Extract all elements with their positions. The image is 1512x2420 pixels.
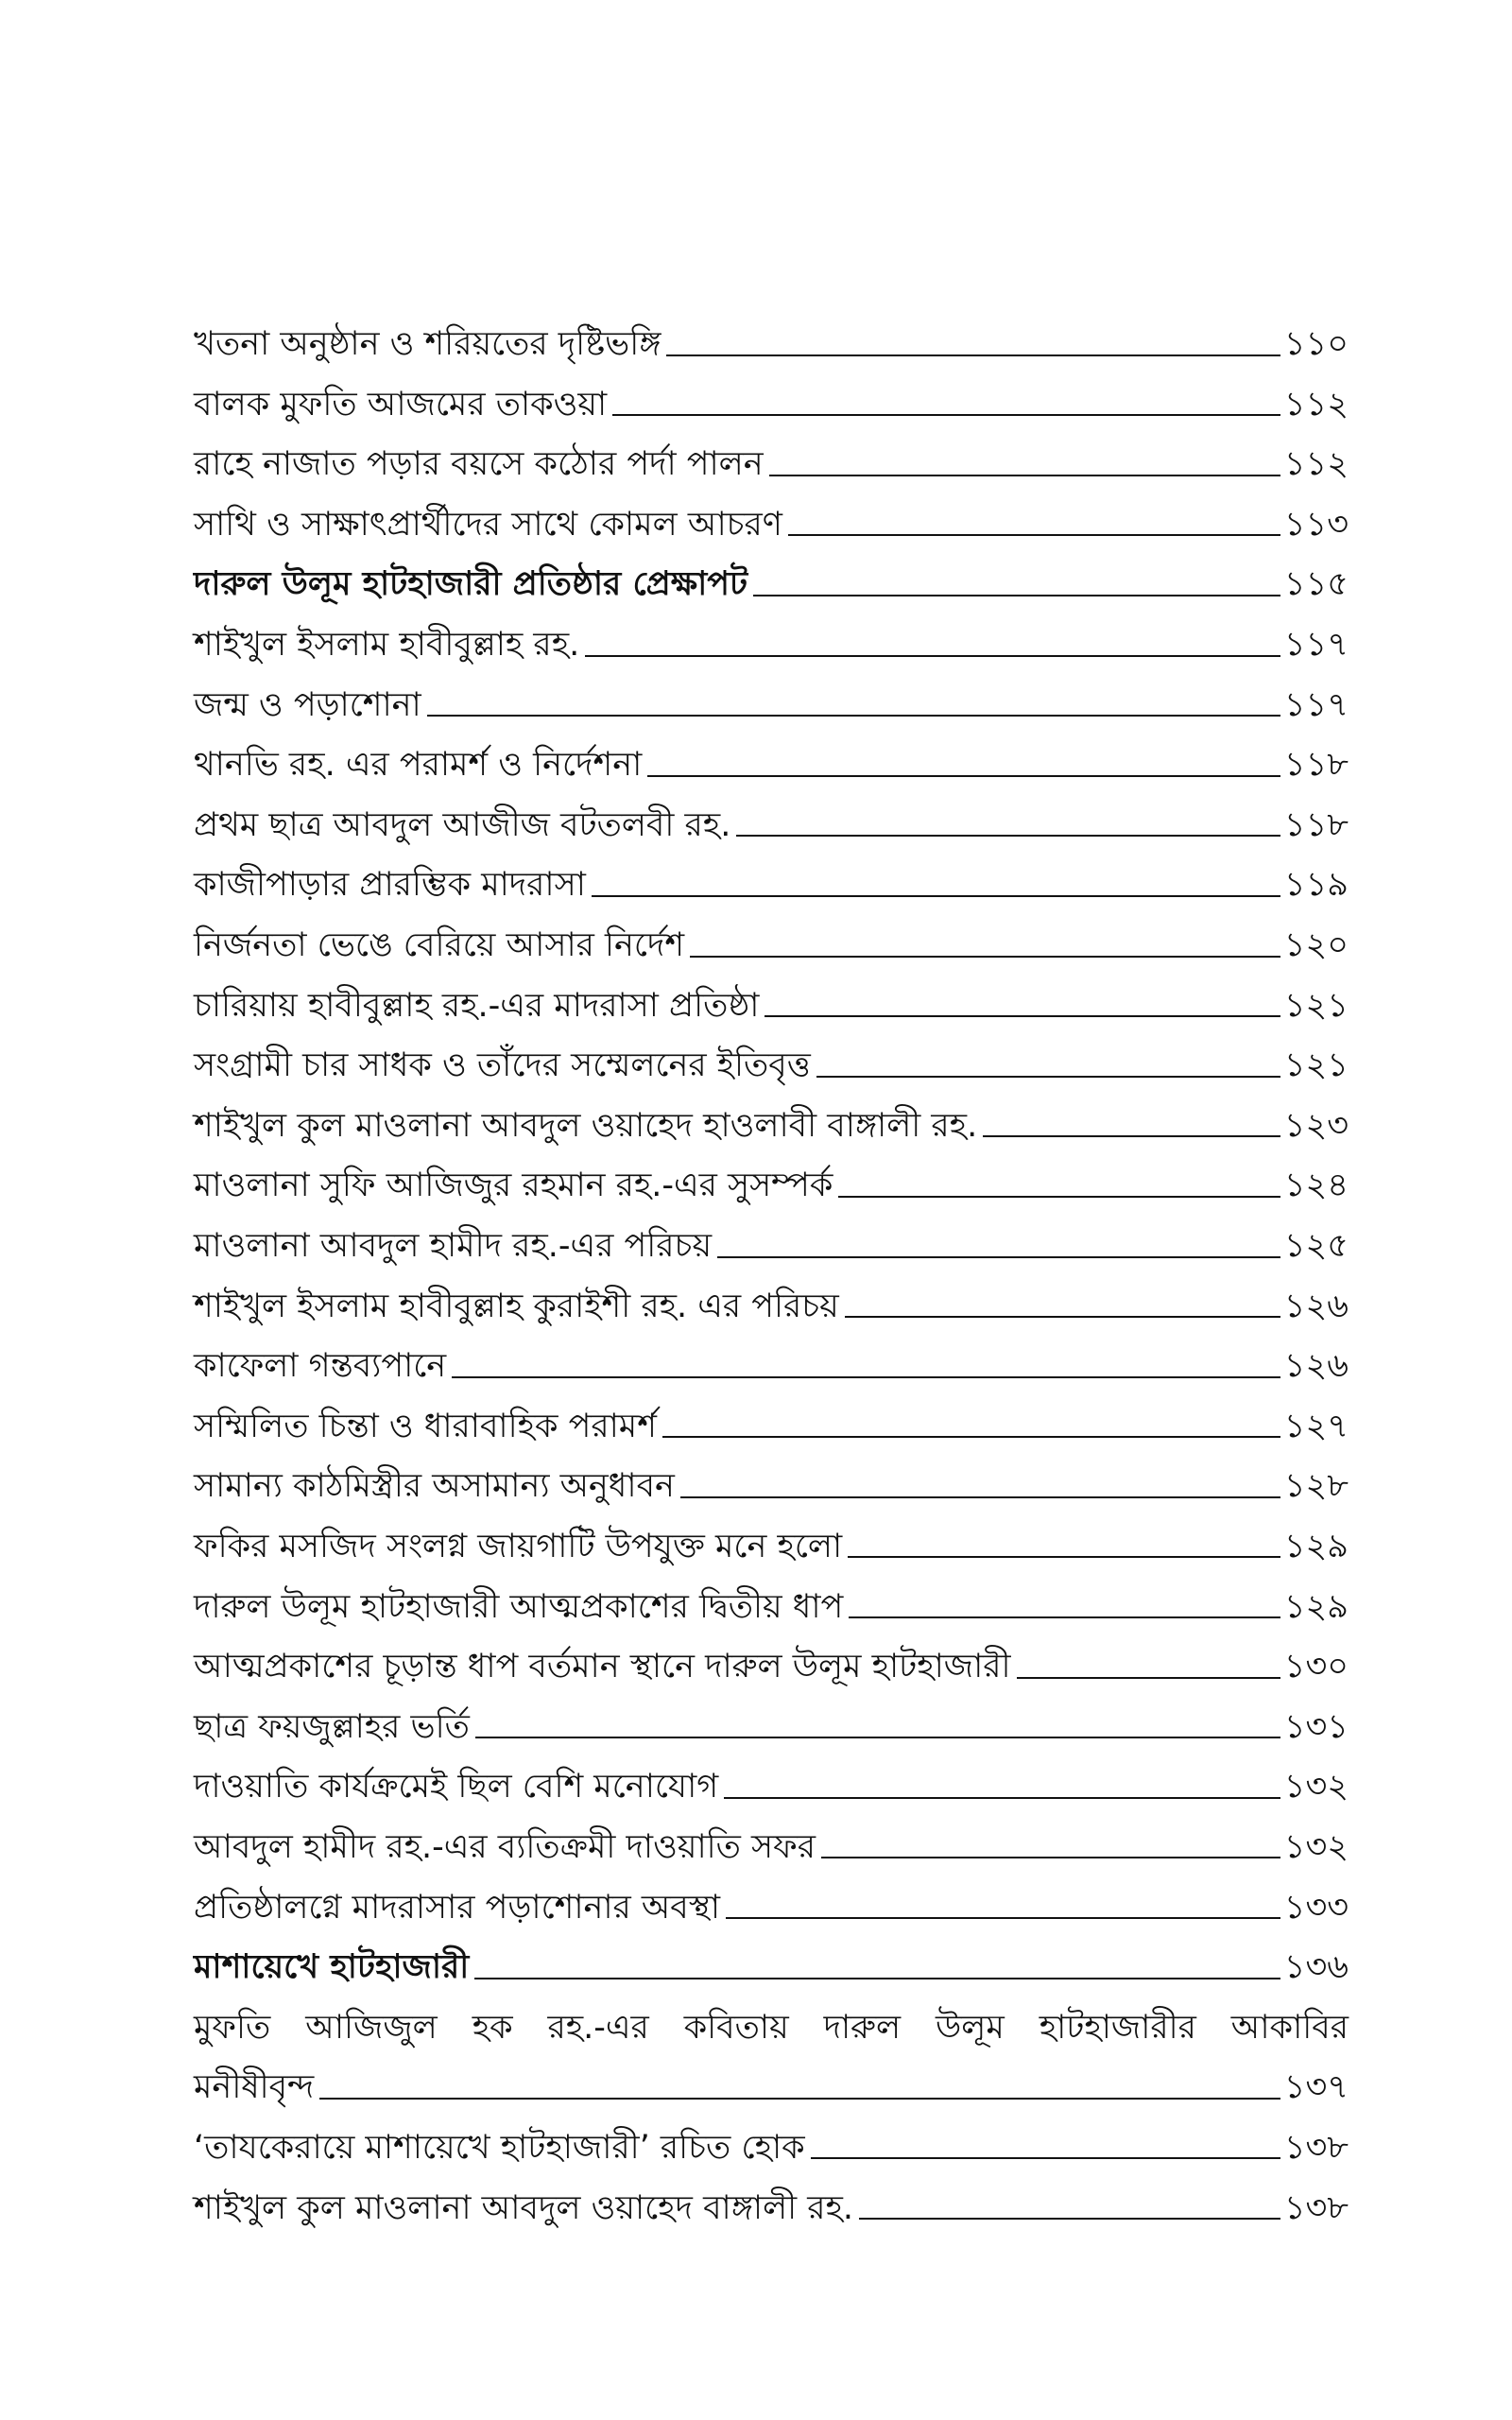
toc-leader-line xyxy=(452,1376,1280,1378)
toc-entry-title: ছাত্র ফয়জুল্লাহর ভর্তি xyxy=(194,1707,470,1746)
toc-page-number: ১১২ xyxy=(1283,445,1349,484)
toc-leader-line xyxy=(838,1196,1280,1198)
toc-leader-line xyxy=(717,1256,1280,1258)
toc-leader-line xyxy=(736,835,1280,837)
toc-leader-line xyxy=(690,956,1280,958)
toc-entry[interactable] xyxy=(194,483,1349,544)
toc-entry-title: সম্মিলিত চিন্তা ও ধারাবাহিক পরামর্শ xyxy=(194,1407,657,1445)
toc-entry[interactable] xyxy=(194,964,1349,1025)
toc-entry[interactable] xyxy=(194,1926,1349,1986)
toc-entry-title: চারিয়ায় হাবীবুল্লাহ রহ.-এর মাদরাসা প্রতিষ্ঠা xyxy=(194,986,760,1025)
toc-entry[interactable] xyxy=(194,843,1349,904)
toc-leader-line xyxy=(1017,1677,1280,1679)
toc-page-number: ১২৮ xyxy=(1283,1467,1349,1506)
toc-leader-line xyxy=(724,1797,1280,1799)
toc-page-number: ১৩৬ xyxy=(1283,1948,1349,1987)
toc-entry-title: শাইখুল ইসলাম হাবীবুল্লাহ রহ. xyxy=(194,626,580,665)
toc-entry[interactable] xyxy=(194,664,1349,724)
toc-leader-line xyxy=(647,775,1280,777)
toc-page-number: ১২৯ xyxy=(1283,1587,1349,1626)
toc-entry-title: মাশায়েখে হাটহাজারী xyxy=(194,1948,470,1987)
toc-leader-line xyxy=(585,655,1280,657)
toc-entry-title-word: রহ.-এর xyxy=(547,2008,649,2047)
toc-entry-title: প্রতিষ্ঠালগ্নে মাদরাসার পড়াশোনার অবস্থা xyxy=(194,1888,721,1927)
toc-entry-title-word: দারুল xyxy=(823,2008,902,2047)
toc-entry[interactable] xyxy=(194,1865,1349,1926)
toc-page-number: ১২৩ xyxy=(1283,1106,1349,1145)
toc-page-number: ১২৭ xyxy=(1283,1407,1349,1445)
toc-page-number: ১১৯ xyxy=(1283,866,1349,905)
toc-entry-title-word: কবিতায় xyxy=(683,2008,789,2047)
toc-entry[interactable] xyxy=(194,423,1349,483)
toc-leader-line xyxy=(788,534,1280,536)
toc-page-number: ১৩৩ xyxy=(1283,1888,1349,1927)
toc-entry-title-word: উলূম xyxy=(936,2008,1005,2047)
toc-leader-line xyxy=(319,2098,1280,2100)
toc-page-number: ১৩০ xyxy=(1283,1648,1349,1686)
toc-entry[interactable] xyxy=(194,543,1349,603)
toc-entry-title: শাইখুল ইসলাম হাবীবুল্লাহ কুরাইশী রহ. এর পরিচয় xyxy=(194,1287,839,1325)
toc-page-number: ১২৬ xyxy=(1283,1287,1349,1325)
toc-entry-title: প্রথম ছাত্র আবদুল আজীজ বটতলবী রহ. xyxy=(194,805,731,844)
toc-page-number: ১২৬ xyxy=(1283,1347,1349,1386)
toc-leader-line xyxy=(849,1616,1280,1618)
toc-entry-title: মাওলানা সুফি আজিজুর রহমান রহ.-এর সুসম্পর্ক xyxy=(194,1167,833,1205)
toc-leader-line xyxy=(666,354,1280,356)
toc-leader-line xyxy=(983,1135,1280,1137)
toc-entry-title: দারুল উলূম হাটহাজারী আত্মপ্রকাশের দ্বিতীয় ধাপ xyxy=(194,1587,844,1626)
toc-page-number: ১১৮ xyxy=(1283,746,1349,785)
toc-leader-line xyxy=(662,1436,1280,1438)
toc-page-number: ১৩৮ xyxy=(1283,2188,1349,2227)
toc-entry[interactable] xyxy=(194,1144,1349,1204)
toc-page-number: ১১০ xyxy=(1283,325,1349,364)
toc-leader-line xyxy=(753,595,1280,596)
toc-entry[interactable] xyxy=(194,723,1349,784)
toc-leader-line xyxy=(848,1556,1280,1558)
toc-page-number: ১১৫ xyxy=(1283,565,1349,604)
toc-entry-title: শাইখুল কুল মাওলানা আবদুল ওয়াহেদ হাওলাবী বাঙ্গালী রহ. xyxy=(194,1106,978,1145)
toc-page-number: ১১২ xyxy=(1283,385,1349,424)
toc-leader-line xyxy=(475,1737,1280,1738)
toc-page-number: ১১৩ xyxy=(1283,505,1349,544)
toc-entry-multiline[interactable] xyxy=(194,1986,1349,2106)
toc-entry-title: মাওলানা আবদুল হামীদ রহ.-এর পরিচয় xyxy=(194,1227,713,1265)
toc-entry[interactable] xyxy=(194,904,1349,964)
toc-entry-title-word: মুফতি xyxy=(194,2008,271,2047)
toc-entry-title: সামান্য কাঠমিস্ত্রীর অসামান্য অনুধাবন xyxy=(194,1467,675,1506)
toc-page-number: ১২৫ xyxy=(1283,1227,1349,1265)
toc-page-number: ১১৭ xyxy=(1283,685,1349,724)
toc-entry[interactable] xyxy=(194,1564,1349,1625)
table-of-contents xyxy=(194,302,1349,2226)
toc-entry[interactable] xyxy=(194,1084,1349,1145)
toc-entry-title: রাহে নাজাত পড়ার বয়সে কঠোর পর্দা পালন xyxy=(194,445,764,484)
toc-leader-line xyxy=(726,1917,1280,1919)
toc-entry[interactable] xyxy=(194,1024,1349,1084)
toc-leader-line xyxy=(816,1076,1280,1078)
toc-entry[interactable] xyxy=(194,2106,1349,2167)
toc-leader-line xyxy=(821,1857,1280,1858)
toc-entry-title-word: হক xyxy=(472,2008,513,2047)
toc-entry[interactable] xyxy=(194,1625,1349,1685)
toc-entry-title: ফকির মসজিদ সংলগ্ন জায়গাটি উপযুক্ত মনে হলো xyxy=(194,1527,843,1565)
toc-entry-title: আবদুল হামীদ রহ.-এর ব্যতিক্রমী দাওয়াতি সফর xyxy=(194,1827,816,1866)
toc-page-number: ১৩৭ xyxy=(1283,2068,1349,2107)
toc-page-number: ১২১ xyxy=(1283,1046,1349,1085)
toc-entry-title: খতনা অনুষ্ঠান ও শরিয়তের দৃষ্টিভঙ্গি xyxy=(194,325,662,364)
toc-leader-line xyxy=(612,414,1280,416)
toc-leader-line xyxy=(427,715,1280,717)
toc-entry-title-line-1 xyxy=(194,1986,1349,2047)
toc-entry[interactable] xyxy=(194,784,1349,844)
toc-page-number: ১২৪ xyxy=(1283,1167,1349,1205)
toc-entry-title: সংগ্রামী চার সাধক ও তাঁদের সম্মেলনের ইতিবৃত্ত xyxy=(194,1046,811,1085)
toc-entry[interactable] xyxy=(194,1324,1349,1385)
toc-leader-line xyxy=(474,1978,1280,1979)
toc-page-number: ১২০ xyxy=(1283,926,1349,965)
toc-entry[interactable] xyxy=(194,1806,1349,1866)
toc-entry-title-word: আকাবির xyxy=(1230,2008,1349,2047)
toc-entry[interactable] xyxy=(194,302,1349,363)
toc-entry[interactable] xyxy=(194,1265,1349,1325)
toc-entry[interactable] xyxy=(194,1685,1349,1746)
toc-entry[interactable] xyxy=(194,1505,1349,1565)
toc-leader-line xyxy=(859,2218,1280,2220)
toc-entry-title: দাওয়াতি কার্যক্রমেই ছিল বেশি মনোযোগ xyxy=(194,1768,719,1806)
toc-page-number: ১২৯ xyxy=(1283,1527,1349,1565)
toc-page-number: ১১৭ xyxy=(1283,626,1349,665)
toc-entry-title: শাইখুল কুল মাওলানা আবদুল ওয়াহেদ বাঙ্গালী রহ. xyxy=(194,2188,854,2227)
toc-entry-title: জন্ম ও পড়াশোনা xyxy=(194,685,421,724)
toc-leader-line xyxy=(765,1015,1280,1017)
toc-entry-title-word: হাটহাজারীর xyxy=(1039,2008,1196,2047)
toc-leader-line xyxy=(811,2157,1280,2159)
toc-leader-line xyxy=(769,475,1280,476)
toc-entry[interactable] xyxy=(194,1444,1349,1505)
toc-entry-title: আত্মপ্রকাশের চূড়ান্ত ধাপ বর্তমান স্থানে দারুল উলূম হাটহাজারী xyxy=(194,1648,1011,1686)
toc-entry-title: থানভি রহ. এর পরামর্শ ও নির্দেশনা xyxy=(194,746,643,785)
toc-entry-title: নির্জনতা ভেঙে বেরিয়ে আসার নির্দেশ xyxy=(194,926,685,965)
toc-entry-title: ‘তাযকেরায়ে মাশায়েখে হাটহাজারী’ রচিত হোক xyxy=(194,2128,805,2167)
toc-entry-title: কাজীপাড়ার প্রারম্ভিক মাদরাসা xyxy=(194,866,586,905)
toc-entry[interactable] xyxy=(194,1204,1349,1265)
toc-page-number: ১৩১ xyxy=(1283,1707,1349,1746)
toc-entry[interactable] xyxy=(194,2166,1349,2226)
toc-entry[interactable] xyxy=(194,363,1349,424)
toc-entry[interactable] xyxy=(194,1745,1349,1806)
toc-entry-title-line-2: মনীষীবৃন্দ xyxy=(194,2068,315,2107)
toc-leader-line xyxy=(680,1496,1280,1498)
toc-page-number: ১৩২ xyxy=(1283,1827,1349,1866)
toc-page-number: ১৩৮ xyxy=(1283,2128,1349,2167)
toc-entry-title-word: আজিজুল xyxy=(305,2008,438,2047)
toc-page-number: ১৩২ xyxy=(1283,1768,1349,1806)
toc-entry-title: দারুল উলূম হাটহাজারী প্রতিষ্ঠার প্রেক্ষাপট xyxy=(194,565,748,604)
toc-entry[interactable] xyxy=(194,603,1349,664)
toc-page-number: ১১৮ xyxy=(1283,805,1349,844)
toc-entry-title: সাথি ও সাক্ষাৎপ্রার্থীদের সাথে কোমল আচরণ xyxy=(194,505,782,544)
toc-leader-line xyxy=(845,1316,1280,1318)
toc-entry[interactable] xyxy=(194,1385,1349,1445)
toc-entry-title: বালক মুফতি আজমের তাকওয়া xyxy=(194,385,608,424)
toc-entry-title: কাফেলা গন্তব্যপানে xyxy=(194,1347,447,1386)
toc-leader-line xyxy=(592,895,1280,897)
toc-page-number: ১২১ xyxy=(1283,986,1349,1025)
